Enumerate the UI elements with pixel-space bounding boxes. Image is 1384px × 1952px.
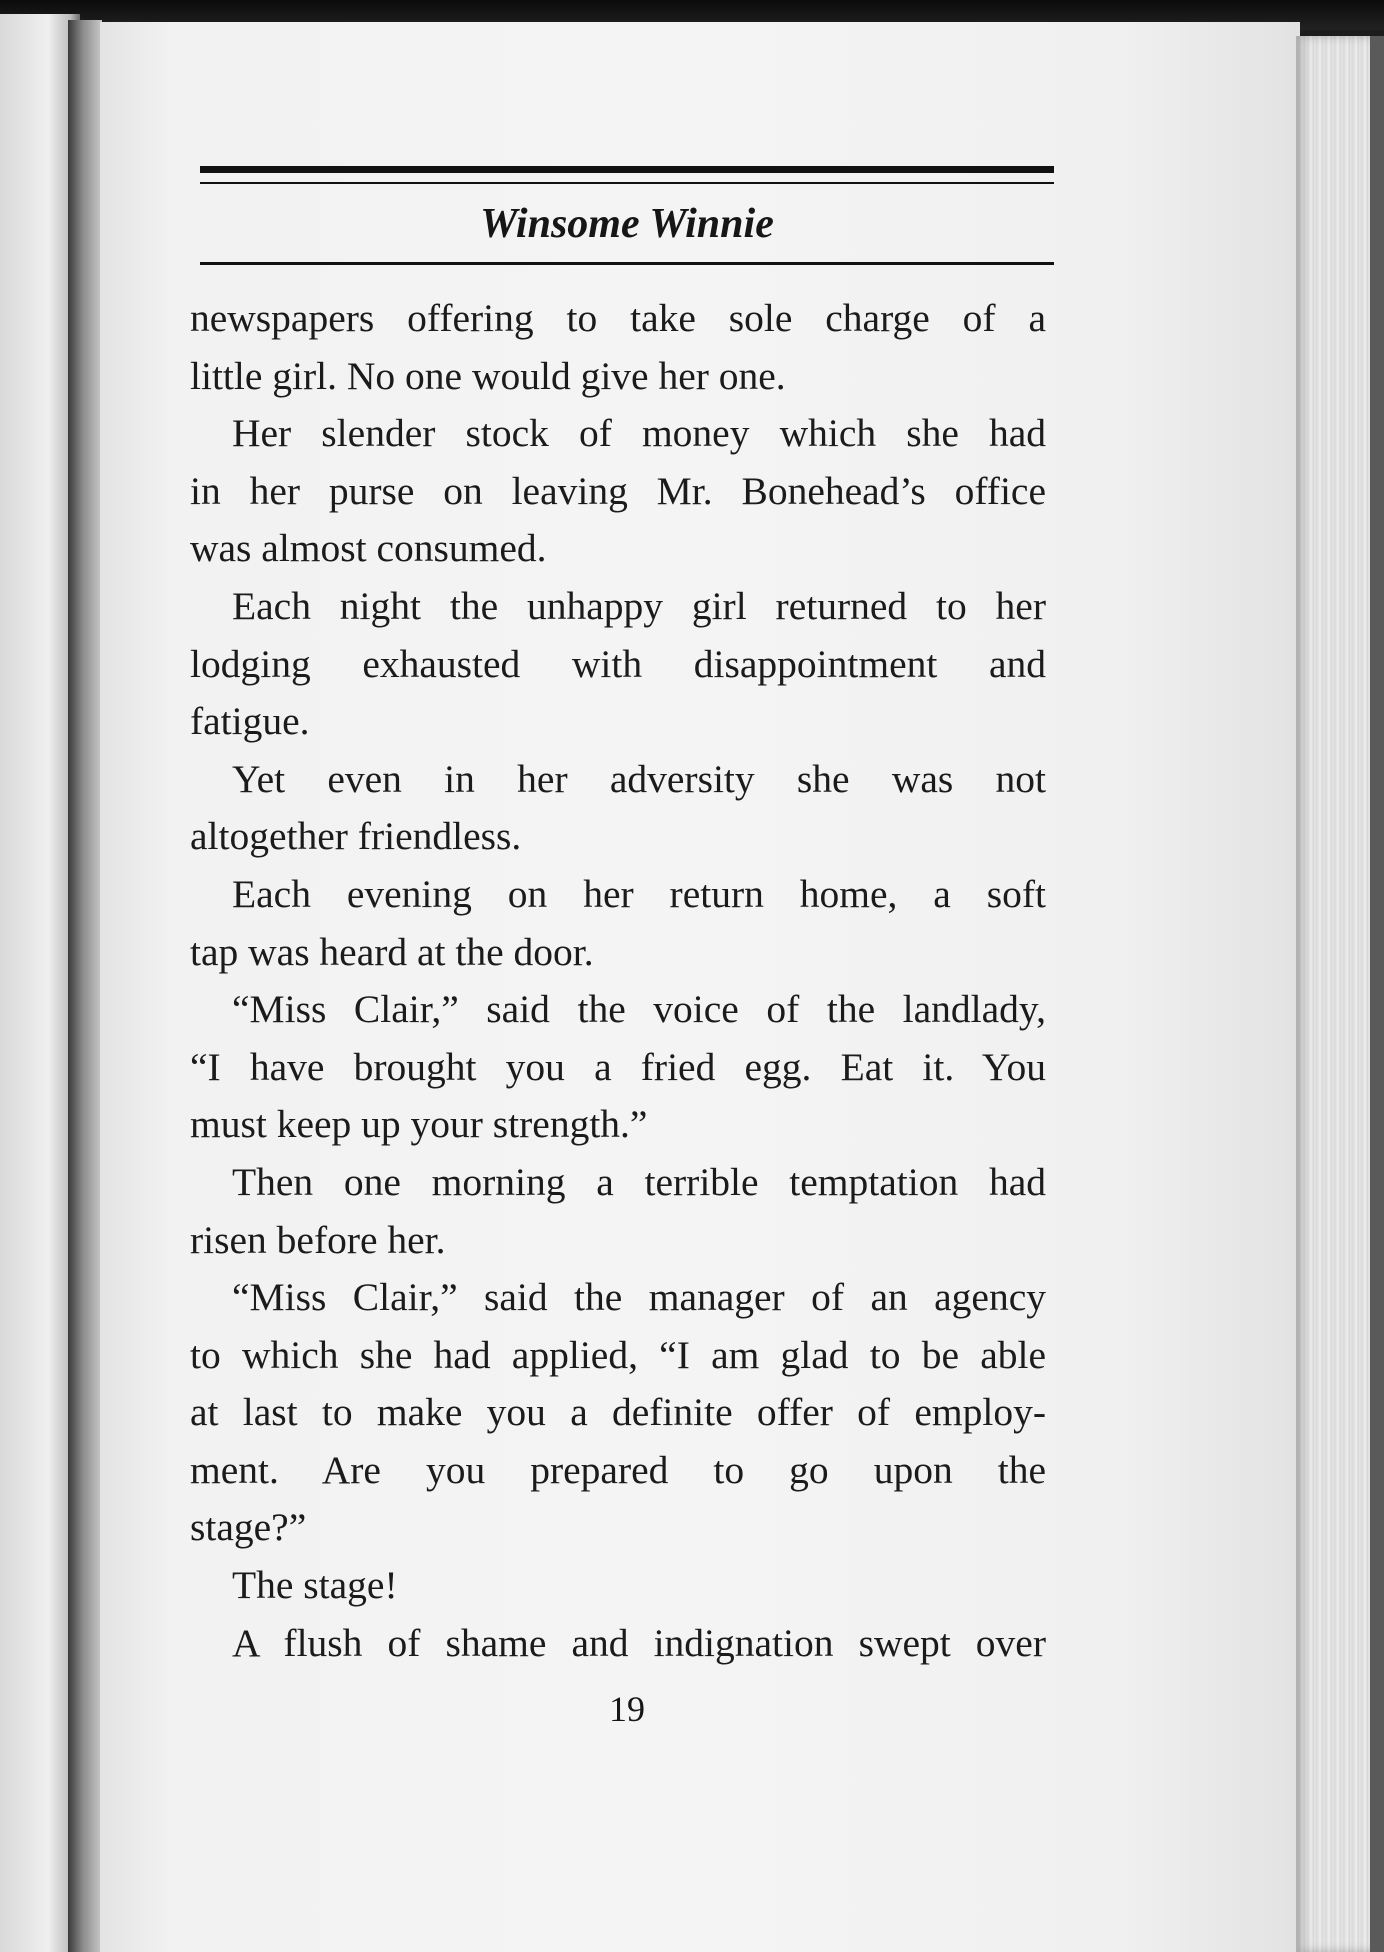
text-line: Each evening on her return home, a soft [232, 871, 1046, 916]
text-line: “Miss Clair,” said the voice of the landlady, [232, 987, 1046, 1032]
text-line: A flush of shame and indignation swept over [232, 1620, 1046, 1665]
text-line: Each night the unhappy girl returned to her [232, 583, 1046, 628]
text-line: newspapers offering to take sole charge of a [190, 296, 1046, 340]
text-line: ment. Are you prepared to go upon the [190, 1447, 1046, 1492]
text-line: in her purse on leaving Mr. Bonehead’s office [190, 468, 1046, 513]
text-line: fatigue. [190, 699, 310, 744]
text-line: was almost consumed. [190, 526, 547, 571]
header-rule-bottom [200, 262, 1054, 265]
text-line: at last to make you a definite offer of employ- [190, 1390, 1046, 1435]
text-line: Yet even in her adversity she was not [232, 756, 1046, 801]
text-line: lodging exhausted with disappointment and [190, 641, 1046, 686]
text-line: “Miss Clair,” said the manager of an agency [232, 1275, 1046, 1320]
text-line: Her slender stock of money which she had [232, 411, 1046, 456]
page-number: 19 [609, 1689, 645, 1729]
text-line: must keep up your strength.” [190, 1102, 648, 1147]
text-line: “I have brought you a fried egg. Eat it. You [190, 1044, 1046, 1089]
header-rule-thin [200, 182, 1054, 184]
body-text [190, 290, 1046, 1672]
text-line: altogether friendless. [190, 814, 522, 859]
text-line: stage?” [190, 1505, 307, 1550]
text-line: little girl. No one would give her one. [190, 353, 786, 398]
text-line: Then one morning a terrible temptation had [232, 1159, 1046, 1204]
text-line: to which she had applied, “I am glad to be able [190, 1332, 1046, 1377]
book-cover-edge [1370, 36, 1384, 1952]
text-line: The stage! [232, 1563, 398, 1608]
book-gutter [68, 20, 102, 1952]
text-line: tap was heard at the door. [190, 929, 594, 974]
running-head: Winsome Winnie [480, 201, 774, 247]
header-rule-thick [200, 166, 1054, 173]
text-line: risen before her. [190, 1217, 446, 1262]
